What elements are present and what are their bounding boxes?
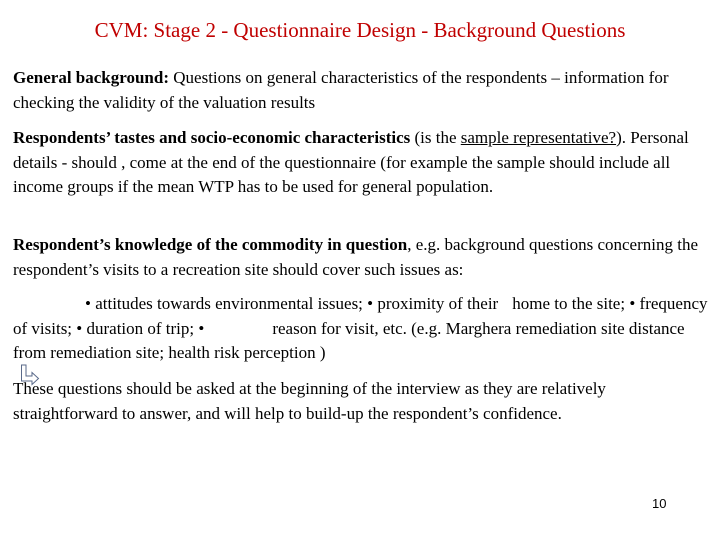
respondent-knowledge-text: , e.g. background questions concerning the respondent’s visits to a recreation site should cover such issues as: — [13, 235, 698, 279]
respondent-knowledge-heading: Respondent’s knowledge of the commodity in question — [13, 235, 408, 254]
general-background-heading: General background: — [13, 68, 170, 87]
sample-representative-text: sample representative? — [460, 128, 617, 147]
general-background-paragraph — [13, 66, 708, 115]
respondents-tastes-heading: Respondents’ tastes and socio-economic characteristics — [13, 128, 411, 147]
page-number: 10 — [652, 496, 667, 511]
issues-part-1: • attitudes towards environmental issues; • proximity of their — [85, 294, 499, 313]
issues-list-paragraph — [13, 292, 708, 366]
respondents-tastes-text-before: (is the — [410, 128, 461, 147]
respondent-knowledge-paragraph — [13, 233, 708, 282]
respondents-tastes-paragraph — [13, 126, 708, 200]
respondents-tastes-text-after: ). Personal details - should , come at the end of the questionnaire (for example the sample should include all income groups if the mean WTP has to be used for general population. — [13, 128, 689, 196]
closing-paragraph: These questions should be asked at the beginning of the interview as they are relatively straightforward to answer, and will help to build-up the respondent’s confidence. — [13, 379, 606, 423]
slide-title: CVM: Stage 2 - Questionnaire Design - Background Questions — [94, 18, 626, 42]
issues-part-2: home to the site; • frequency of visits; • duration of trip; • — [13, 294, 708, 338]
general-background-text: Questions on general characteristics of the respondents – information for checking the validity of the valuation results — [13, 68, 669, 112]
issues-part-3: reason for visit, etc. (e.g. Marghera remediation site distance from remediation site; health risk perception ) — [13, 318, 685, 362]
